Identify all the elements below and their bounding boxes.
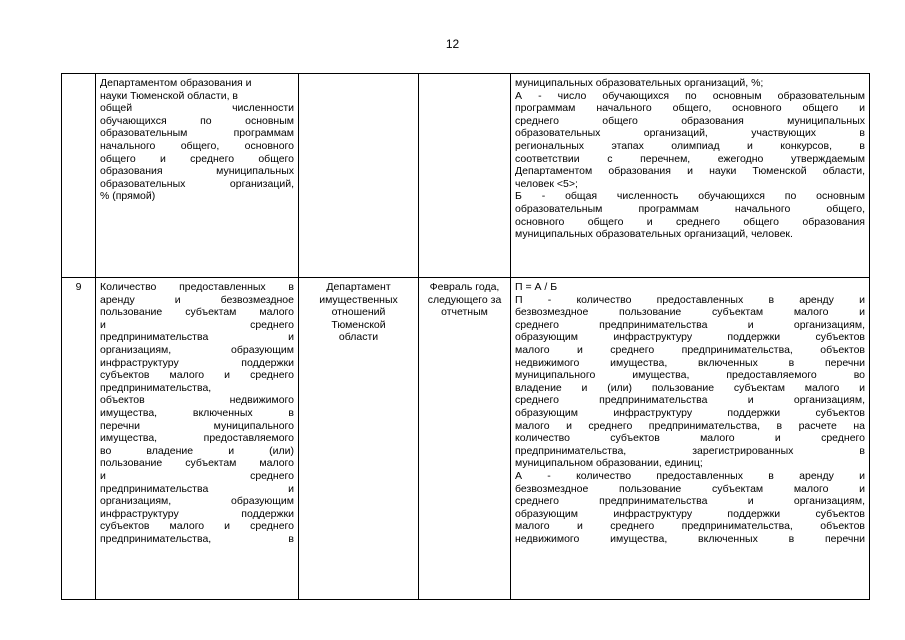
table-row xyxy=(62,278,870,600)
deadline-text: Февраль года, следующего за отчетным xyxy=(427,281,502,319)
text-line: инфраструктуру поддержки xyxy=(100,507,294,520)
responsible-cell xyxy=(299,278,419,600)
text-line: во владение и (или) xyxy=(100,444,294,457)
text-line: образующим инфраструктуру поддержки субъектов xyxy=(515,406,865,419)
text-line: программам начального общего, основного общего и xyxy=(515,102,865,115)
text-line: общего и среднего общего xyxy=(100,152,294,165)
text-line: и среднего xyxy=(100,318,294,331)
text-line: человек <5>; xyxy=(515,177,578,190)
text-line: среднего предпринимательства и организациям, xyxy=(515,318,865,331)
text-line: и среднего xyxy=(100,469,294,482)
text-line: основного общего и среднего общего образования xyxy=(515,215,865,228)
formula-cell xyxy=(511,278,870,600)
text-line: объектов недвижимого xyxy=(100,394,294,407)
text-line: недвижимого имущества, включенных в перечни xyxy=(515,532,865,545)
page-number: 12 xyxy=(445,37,460,51)
text-line: Количество предоставленных в xyxy=(100,281,294,293)
text-line: образовательных организаций, участвующих в xyxy=(515,127,865,140)
text-line: образующим инфраструктуру поддержки субъектов xyxy=(515,507,865,520)
text-line: образующим инфраструктуру поддержки субъектов xyxy=(515,331,865,344)
text-line: владение и (или) пользование субъектам малого и xyxy=(515,381,865,394)
indicator-cell xyxy=(96,74,299,278)
formula-cell xyxy=(511,74,870,278)
text-line: недвижимого имущества, включенных в перечни xyxy=(515,356,865,369)
text-line: предпринимательства, зарегистрированных в xyxy=(515,444,865,457)
text-line: имущества, предоставляемого xyxy=(100,432,294,445)
text-line: муниципального имущества, предоставляемого во xyxy=(515,369,865,382)
text-line: образовательным программам xyxy=(100,127,294,140)
text-line: А - число обучающихся по основным образовательным xyxy=(515,89,865,102)
text-line: % (прямой) xyxy=(100,190,156,203)
text-line: образовательных организаций, xyxy=(100,177,294,190)
text-line: организациям, образующим xyxy=(100,343,294,356)
text-line: муниципальном образовании, единиц; xyxy=(515,457,703,470)
text-line: среднего общего образования муниципальных xyxy=(515,114,865,127)
text-line: начального общего, основного xyxy=(100,139,294,152)
responsible-text: Департамент имущественных отношений Тюменской области xyxy=(319,281,398,344)
text-line: безвозмездное пользование субъектам малого и xyxy=(515,306,865,319)
text-line: среднего предпринимательства и организациям, xyxy=(515,394,865,407)
text-line: Б - общая численность обучающихся по основным xyxy=(515,190,865,203)
text-line: науки Тюменской области, в xyxy=(100,89,238,102)
text-line: общей численности xyxy=(100,102,294,115)
table-row xyxy=(62,74,870,278)
text-line: субъектов малого и среднего xyxy=(100,520,294,533)
text-line: организациям, образующим xyxy=(100,495,294,508)
text-line: образовательным программам начального общего, xyxy=(515,202,865,215)
indicator-cell xyxy=(96,278,299,600)
text-line: количество субъектов малого и среднего xyxy=(515,432,865,445)
row-number-cell xyxy=(62,74,96,278)
text-line: инфраструктуру поддержки xyxy=(100,356,294,369)
text-line: пользование субъектам малого xyxy=(100,306,294,319)
text-line: Департаментом образования и науки Тюменской области, xyxy=(515,165,865,178)
deadline-cell xyxy=(419,74,511,278)
text-line: региональных этапах олимпиад и конкурсов, в xyxy=(515,139,865,152)
formula-text xyxy=(515,281,865,545)
text-line: субъектов малого и среднего xyxy=(100,369,294,382)
text-line: пользование субъектам малого xyxy=(100,457,294,470)
text-line: безвозмездное пользование субъектам малого и xyxy=(515,482,865,495)
formula-text xyxy=(515,77,865,241)
text-line: обучающихся по основным xyxy=(100,114,294,127)
deadline-cell xyxy=(419,278,511,600)
responsible-cell xyxy=(299,74,419,278)
text-line: предпринимательства и xyxy=(100,482,294,495)
text-line: перечни муниципального xyxy=(100,419,294,432)
indicators-table xyxy=(61,73,870,600)
indicator-text xyxy=(100,77,294,203)
text-line: П = А / Б xyxy=(515,281,558,293)
text-line: предпринимательства и xyxy=(100,331,294,344)
indicator-text xyxy=(100,281,294,545)
text-line: муниципальных образовательных организаций, человек. xyxy=(515,228,793,241)
text-line: малого и среднего предпринимательства, объектов xyxy=(515,520,865,533)
text-line: соответствии с перечнем, ежегодно утверждаемым xyxy=(515,152,865,165)
text-line: П - количество предоставленных в аренду и xyxy=(515,293,865,306)
text-line: Департаментом образования и xyxy=(100,77,252,89)
text-line: А - количество предоставленных в аренду и xyxy=(515,469,865,482)
text-line: образования муниципальных xyxy=(100,165,294,178)
text-line: аренду и безвозмездное xyxy=(100,293,294,306)
text-line: предпринимательства, в xyxy=(100,532,294,545)
text-line: муниципальных образовательных организаций, %; xyxy=(515,77,764,89)
text-line: предпринимательства, xyxy=(100,381,212,394)
text-line: имущества, включенных в xyxy=(100,406,294,419)
text-line: малого и среднего предпринимательства, объектов xyxy=(515,343,865,356)
text-line: среднего предпринимательства и организациям, xyxy=(515,495,865,508)
text-line: малого и среднего предпринимательства, в расчете на xyxy=(515,419,865,432)
row-number-cell: 9 xyxy=(62,278,96,600)
